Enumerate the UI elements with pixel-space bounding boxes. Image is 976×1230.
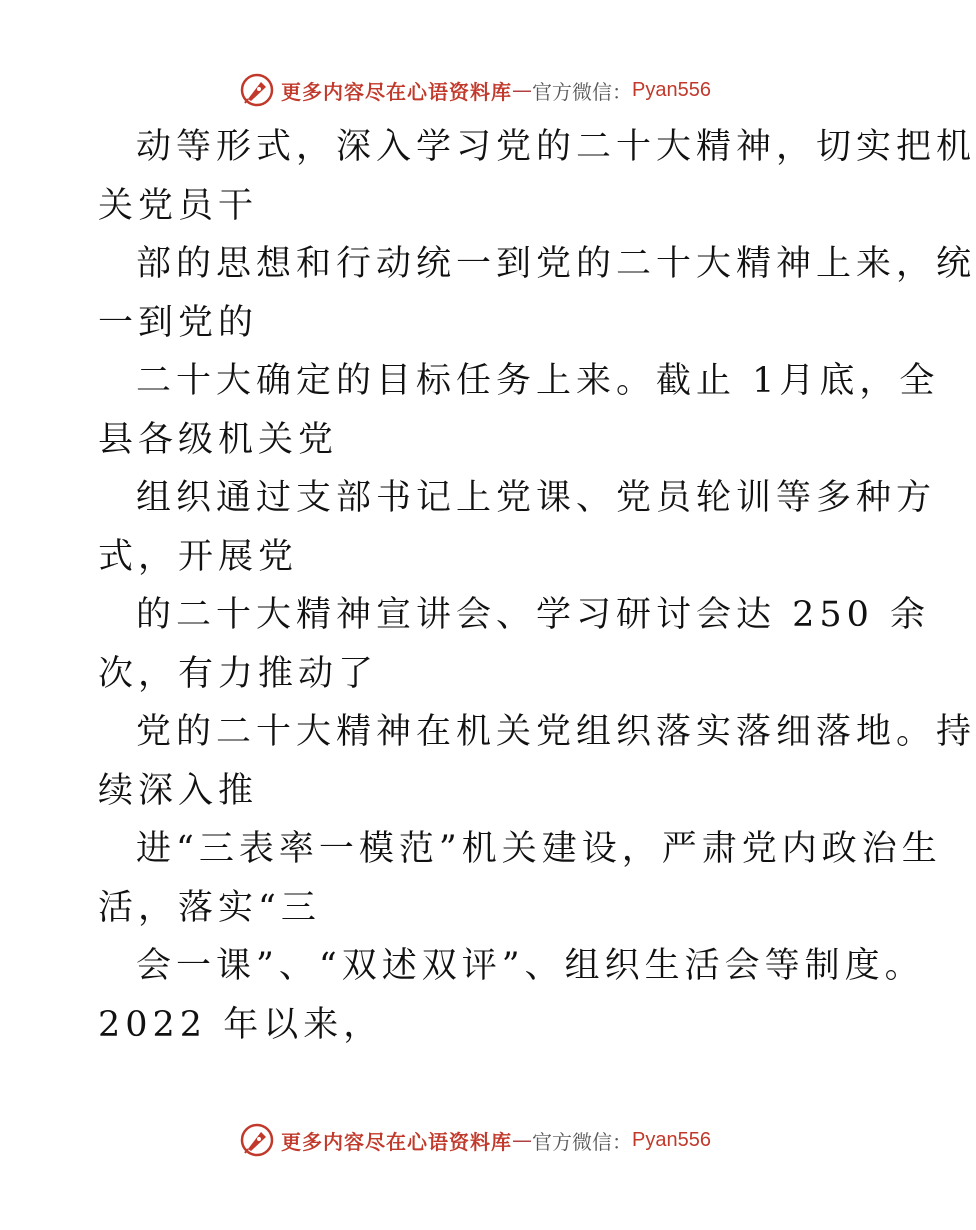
watermark-contact-id: Pyan556 — [632, 1128, 711, 1151]
text-line: 式，开展党 — [98, 536, 299, 577]
header-watermark — [0, 70, 950, 110]
watermark-separator: — — [512, 78, 533, 102]
footer-watermark — [0, 1120, 950, 1160]
watermark-separator: — — [512, 1128, 533, 1152]
watermark-brand: 更多内容尽在心语资料库 — [281, 79, 513, 104]
text-line: 2022 年以来， — [98, 1004, 384, 1045]
text-line: 动等形式，深入学习党的二十大精神，切实把机 — [136, 127, 976, 167]
text-line: 部的思想和行动统一到党的二十大精神上来，统 — [136, 244, 976, 284]
watermark-contact-label: 官方微信： — [532, 79, 633, 104]
document-body — [98, 118, 976, 1054]
text-line: 县各级机关党 — [98, 419, 339, 460]
text-line: 二十大确定的目标任务上来。截止 1月底，全 — [136, 361, 940, 401]
text-line: 关党员干 — [98, 185, 259, 226]
pen-nib-logo-icon — [239, 72, 275, 108]
text-line: 次，有力推动了 — [98, 653, 379, 694]
watermark-contact-id: Pyan556 — [632, 78, 711, 101]
text-line: 续深入推 — [98, 770, 259, 811]
watermark-contact-label: 官方微信： — [532, 1129, 633, 1154]
text-line: 进“三表率一模范”机关建设，严肃党内政治生 — [136, 829, 942, 869]
pen-nib-logo-icon — [239, 1122, 275, 1158]
text-line: 一到党的 — [98, 302, 259, 343]
text-line: 会一课”、“双述双评”、组织生活会等制度。 — [136, 946, 925, 986]
watermark-brand: 更多内容尽在心语资料库 — [281, 1129, 513, 1154]
text-line: 的二十大精神宣讲会、学习研讨会达 250 余 — [136, 595, 931, 635]
text-line: 组织通过支部书记上党课、党员轮训等多种方 — [136, 478, 937, 518]
text-line: 党的二十大精神在机关党组织落实落细落地。持 — [136, 712, 976, 752]
text-line: 活，落实“三 — [98, 887, 321, 928]
